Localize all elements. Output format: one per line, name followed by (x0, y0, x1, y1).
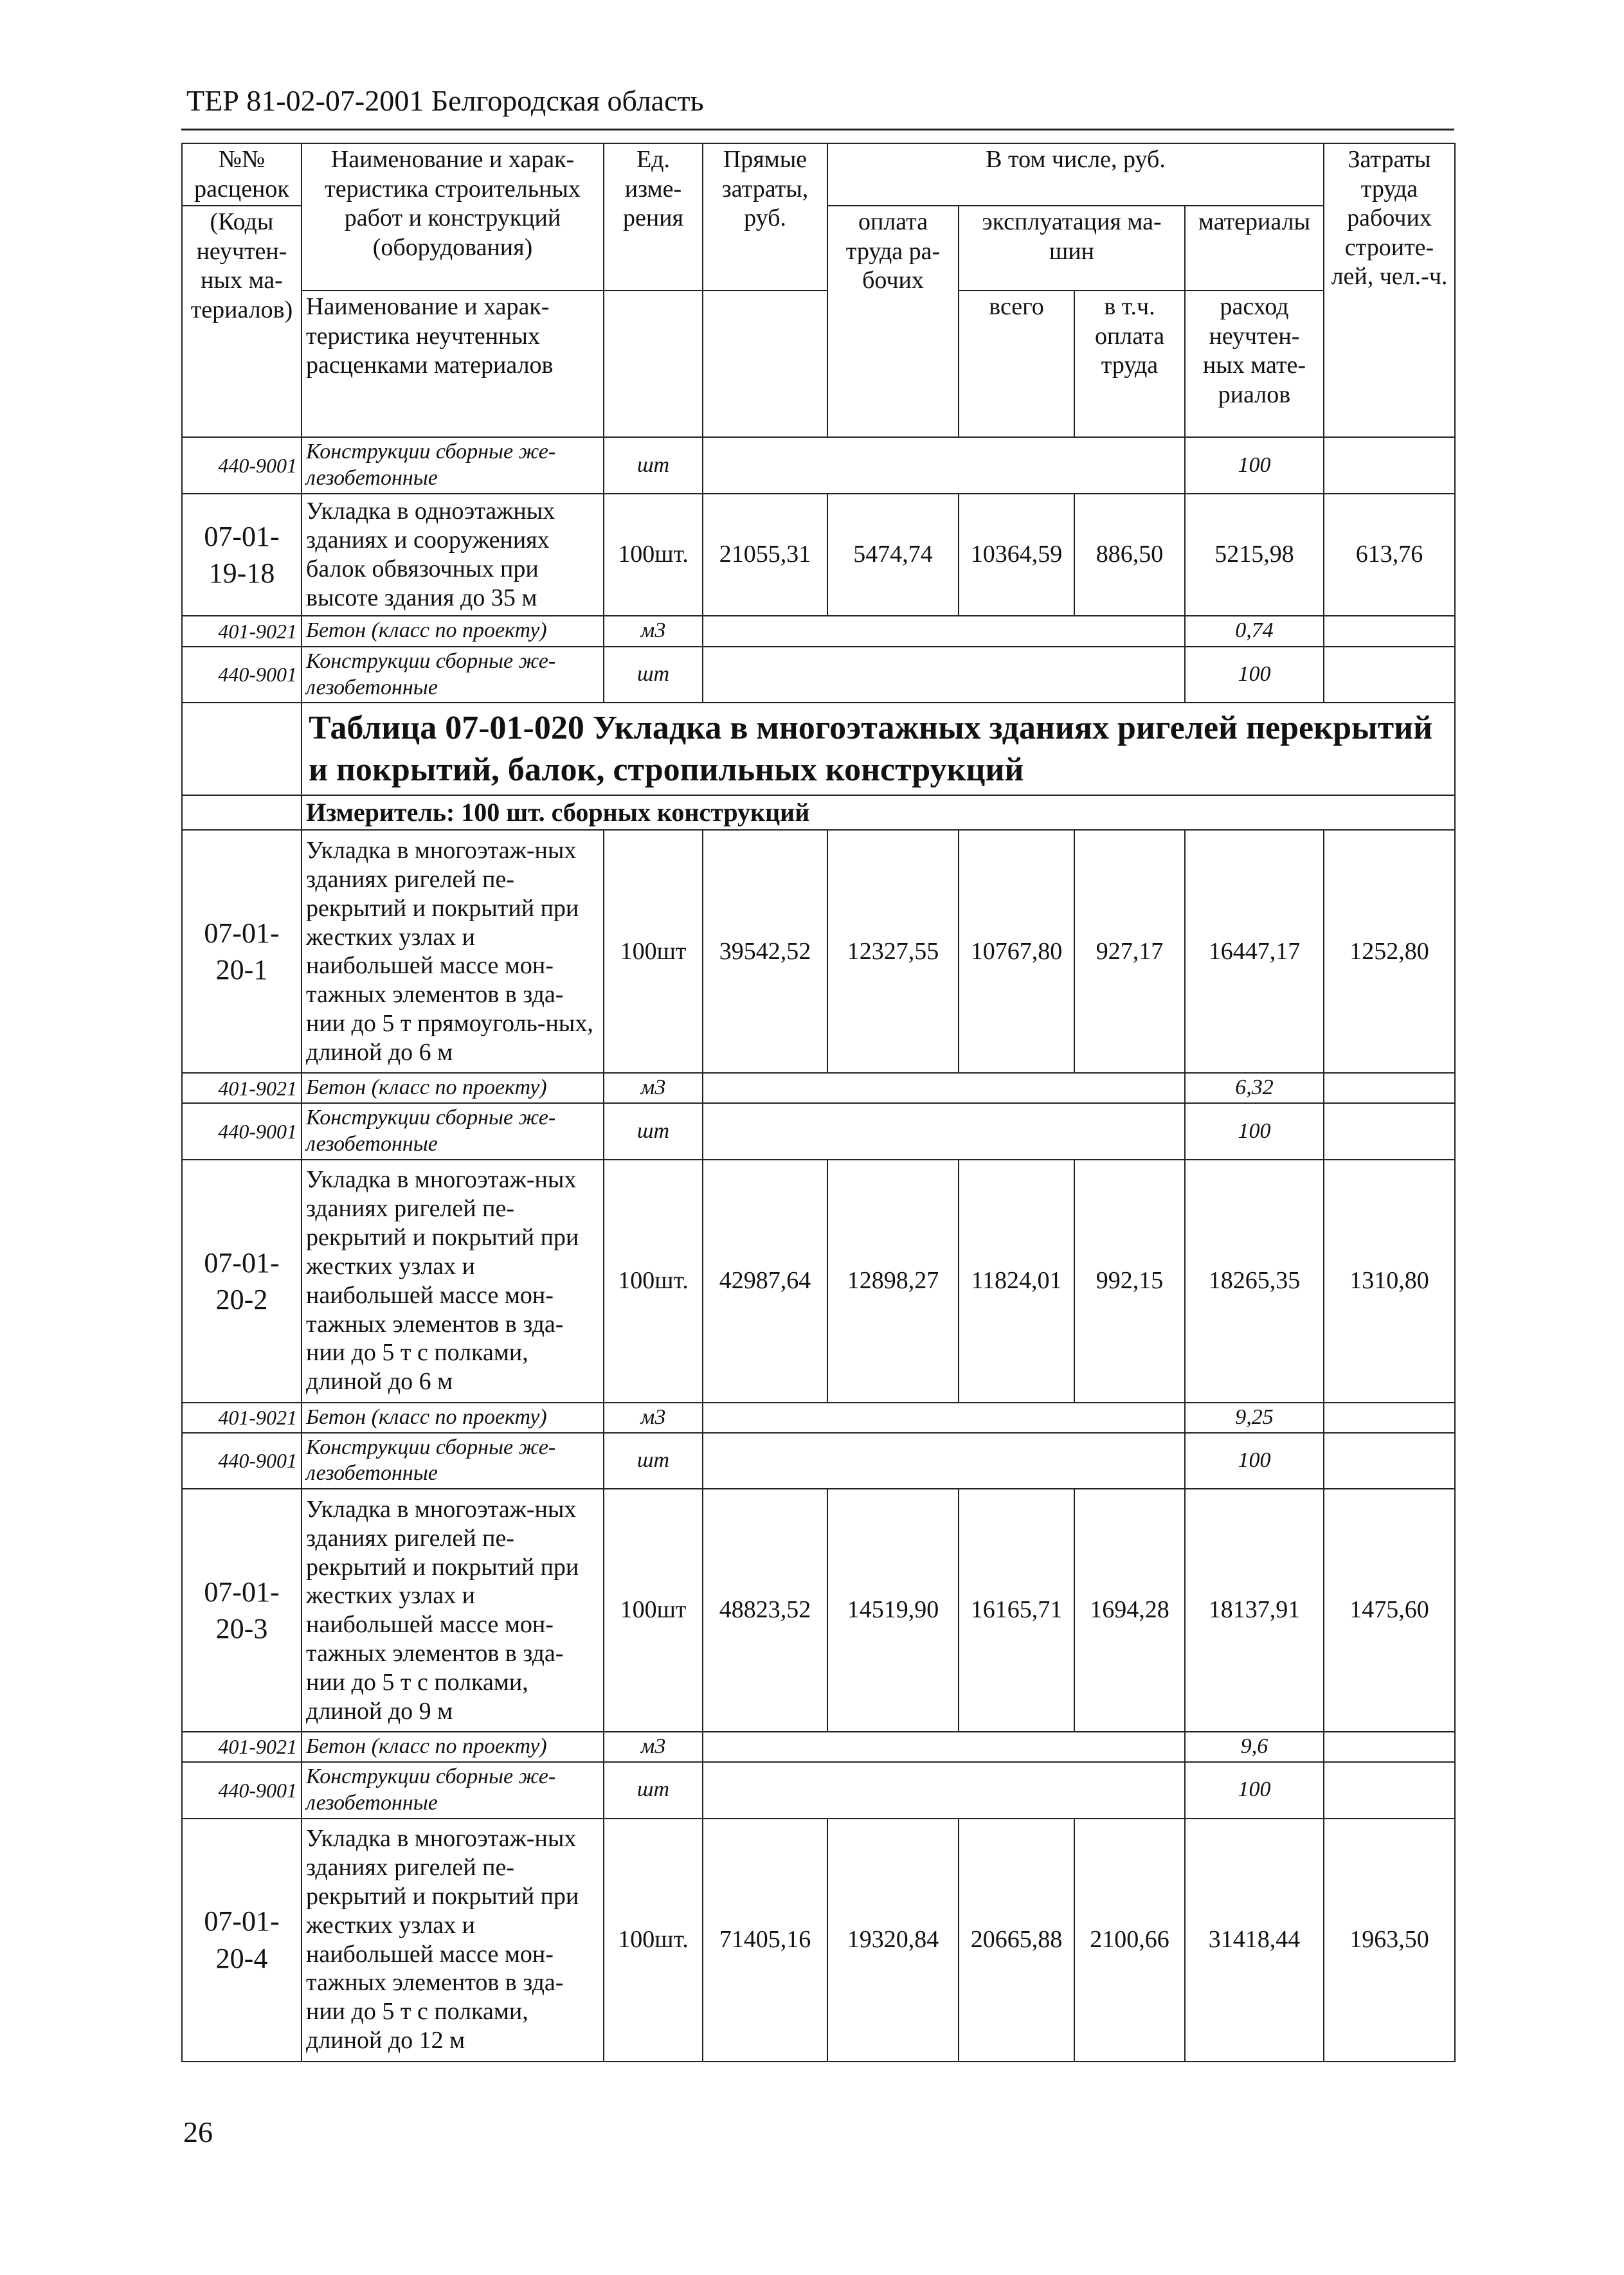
material-labor-empty (1324, 1103, 1455, 1160)
material-qty: 100 (1185, 647, 1324, 703)
material-empty (703, 1073, 1185, 1103)
material-name: Бетон (класс по проекту) (302, 1732, 604, 1762)
material-row (182, 1103, 1455, 1160)
material-empty (703, 1433, 1185, 1489)
col-mat-use-header: расход неучтен-ных мате-риалов (1185, 291, 1324, 437)
rate-machines-total: 11824,01 (959, 1160, 1074, 1403)
material-qty: 0,74 (1185, 616, 1324, 647)
col-code-mat-header: (Коды неучтен-ных ма-териалов) (182, 206, 302, 437)
material-empty (703, 1103, 1185, 1160)
material-name: Конструкции сборные же-лезобетонные (302, 1433, 604, 1489)
material-labor-empty (1324, 1732, 1455, 1762)
material-labor-empty (1324, 1403, 1455, 1433)
col-incl-header: В том числе, руб. (827, 143, 1324, 206)
rate-machines-wages: 2100,66 (1074, 1819, 1185, 2062)
material-qty: 100 (1185, 437, 1324, 494)
rate-unit: 100шт. (604, 494, 703, 616)
rate-code: 07-01-19-18 (182, 494, 302, 616)
material-qty: 9,6 (1185, 1732, 1324, 1762)
material-name: Конструкции сборные же-лезобетонные (302, 1762, 604, 1819)
rate-name: Укладка в многоэтаж-ных зданиях ригелей пе-рекрытий и покрытий при жестких узлах и наибольшей массе мон-тажных элементов в зда-нии до 5 т с полками, длиной до 12 м (302, 1819, 604, 2062)
table-title-row (182, 703, 1455, 795)
material-empty (703, 1403, 1185, 1433)
measure-spacer (182, 795, 302, 830)
material-code: 440-9001 (182, 647, 302, 703)
rate-materials: 18137,91 (1185, 1489, 1324, 1732)
rate-machines-total: 16165,71 (959, 1489, 1074, 1732)
rate-row (182, 1160, 1455, 1403)
material-row (182, 1433, 1455, 1489)
material-name: Конструкции сборные же-лезобетонные (302, 647, 604, 703)
material-labor-empty (1324, 616, 1455, 647)
col-labor-header: Затраты труда рабочих строите-лей, чел.-ч. (1324, 143, 1455, 437)
material-qty: 100 (1185, 1762, 1324, 1819)
rate-wages: 12327,55 (827, 830, 959, 1073)
rate-direct-cost: 48823,52 (703, 1489, 827, 1732)
material-row (182, 647, 1455, 703)
material-unit: м3 (604, 1403, 703, 1433)
material-unit: шт (604, 1762, 703, 1819)
rate-labor: 1310,80 (1324, 1160, 1455, 1403)
material-labor-empty (1324, 1433, 1455, 1489)
col-direct-mat-empty (703, 291, 827, 437)
material-empty (703, 616, 1185, 647)
material-unit: шт (604, 1433, 703, 1489)
rate-materials: 18265,35 (1185, 1160, 1324, 1403)
material-labor-empty (1324, 437, 1455, 494)
col-code-header: №№ расценок (182, 143, 302, 206)
rate-name: Укладка в многоэтаж-ных зданиях ригелей пе-рекрытий и покрытий при жестких узлах и наибольшей массе мон-тажных элементов в зда-нии до 5 т прямоуголь-ных, длиной до 6 м (302, 830, 604, 1073)
rate-direct-cost: 71405,16 (703, 1819, 827, 2062)
material-unit: шт (604, 437, 703, 494)
material-qty: 6,32 (1185, 1073, 1324, 1103)
rate-machines-wages: 1694,28 (1074, 1489, 1185, 1732)
material-row (182, 1762, 1455, 1819)
rate-labor: 1252,80 (1324, 830, 1455, 1073)
col-direct-header: Прямые затраты, руб. (703, 143, 827, 291)
material-code: 440-9001 (182, 437, 302, 494)
rate-name: Укладка в многоэтаж-ных зданиях ригелей пе-рекрытий и покрытий при жестких узлах и наибольшей массе мон-тажных элементов в зда-нии до 5 т с полками, длиной до 6 м (302, 1160, 604, 1403)
rate-machines-wages: 886,50 (1074, 494, 1185, 616)
material-name: Конструкции сборные же-лезобетонные (302, 437, 604, 494)
material-empty (703, 1732, 1185, 1762)
material-name: Конструкции сборные же-лезобетонные (302, 1103, 604, 1160)
rate-direct-cost: 21055,31 (703, 494, 827, 616)
rate-code: 07-01-20-4 (182, 1819, 302, 2062)
rate-row (182, 830, 1455, 1073)
material-code: 440-9001 (182, 1433, 302, 1489)
rate-unit: 100шт (604, 1489, 703, 1732)
material-name: Бетон (класс по проекту) (302, 1403, 604, 1433)
material-qty: 100 (1185, 1103, 1324, 1160)
rate-unit: 100шт. (604, 1819, 703, 2062)
rate-machines-total: 10767,80 (959, 830, 1074, 1073)
material-empty (703, 437, 1185, 494)
material-unit: шт (604, 647, 703, 703)
rate-materials: 31418,44 (1185, 1819, 1324, 2062)
col-unit-header: Ед. изме-рения (604, 143, 703, 291)
rate-machines-total: 20665,88 (959, 1819, 1074, 2062)
rate-labor: 1963,50 (1324, 1819, 1455, 2062)
rate-machines-wages: 927,17 (1074, 830, 1185, 1073)
rate-materials: 16447,17 (1185, 830, 1324, 1073)
rate-labor: 1475,60 (1324, 1489, 1455, 1732)
rate-wages: 19320,84 (827, 1819, 959, 2062)
material-row (182, 437, 1455, 494)
page-header: ТЕР 81-02-07-2001 Белгородская область (186, 84, 704, 117)
rate-name: Укладка в одноэтажных зданиях и сооружениях балок обвязочных при высоте здания до 35 м (302, 494, 604, 616)
material-row (182, 616, 1455, 647)
material-code: 440-9001 (182, 1103, 302, 1160)
rate-labor: 613,76 (1324, 494, 1455, 616)
col-mach-wages-header: в т.ч. оплата труда (1074, 291, 1185, 437)
col-mach-total-header: всего (959, 291, 1074, 437)
material-labor-empty (1324, 1762, 1455, 1819)
rates-table (181, 143, 1456, 2062)
title-spacer (182, 703, 302, 795)
rate-wages: 12898,27 (827, 1160, 959, 1403)
col-machines-header: эксплуатация ма-шин (959, 206, 1185, 291)
material-unit: м3 (604, 1073, 703, 1103)
rate-machines-wages: 992,15 (1074, 1160, 1185, 1403)
rate-direct-cost: 39542,52 (703, 830, 827, 1073)
material-empty (703, 1762, 1185, 1819)
material-unit: шт (604, 1103, 703, 1160)
material-empty (703, 647, 1185, 703)
material-qty: 9,25 (1185, 1403, 1324, 1433)
rate-code: 07-01-20-3 (182, 1489, 302, 1732)
rate-unit: 100шт (604, 830, 703, 1073)
rate-direct-cost: 42987,64 (703, 1160, 827, 1403)
rate-materials: 5215,98 (1185, 494, 1324, 616)
table-title: Таблица 07-01-020 Укладка в многоэтажных зданиях ригелей перекрытий и покрытий, балок, стропильных конструкций (302, 703, 1455, 795)
rate-name: Укладка в многоэтаж-ных зданиях ригелей пе-рекрытий и покрытий при жестких узлах и наибольшей массе мон-тажных элементов в зда-нии до 5 т с полками, длиной до 9 м (302, 1489, 604, 1732)
rate-wages: 5474,74 (827, 494, 959, 616)
material-code: 401-9021 (182, 1073, 302, 1103)
rate-code: 07-01-20-2 (182, 1160, 302, 1403)
material-row (182, 1403, 1455, 1433)
col-unit-mat-empty (604, 291, 703, 437)
material-row (182, 1073, 1455, 1103)
col-name-mat-header: Наименование и харак-теристика неучтенных расценками материалов (302, 291, 604, 437)
material-code: 440-9001 (182, 1762, 302, 1819)
material-row (182, 1732, 1455, 1762)
material-name: Бетон (класс по проекту) (302, 616, 604, 647)
header-rule (181, 129, 1454, 130)
rate-row (182, 1489, 1455, 1732)
rate-machines-total: 10364,59 (959, 494, 1074, 616)
col-materials-header: материалы (1185, 206, 1324, 291)
col-wages-header: оплата труда ра-бочих (827, 206, 959, 437)
material-unit: м3 (604, 616, 703, 647)
material-labor-empty (1324, 1073, 1455, 1103)
material-qty: 100 (1185, 1433, 1324, 1489)
rate-unit: 100шт. (604, 1160, 703, 1403)
material-code: 401-9021 (182, 1403, 302, 1433)
material-code: 401-9021 (182, 1732, 302, 1762)
col-name-header: Наименование и харак-теристика строительных работ и конструкций (оборудования) (302, 143, 604, 291)
measure-row (182, 795, 1455, 830)
material-labor-empty (1324, 647, 1455, 703)
material-name: Бетон (класс по проекту) (302, 1073, 604, 1103)
rate-code: 07-01-20-1 (182, 830, 302, 1073)
rate-row (182, 494, 1455, 616)
rate-row (182, 1819, 1455, 2062)
page-number: 26 (183, 2116, 213, 2148)
material-unit: м3 (604, 1732, 703, 1762)
material-code: 401-9021 (182, 616, 302, 647)
rate-wages: 14519,90 (827, 1489, 959, 1732)
measure-label: Измеритель: 100 шт. сборных конструкций (302, 795, 1455, 830)
